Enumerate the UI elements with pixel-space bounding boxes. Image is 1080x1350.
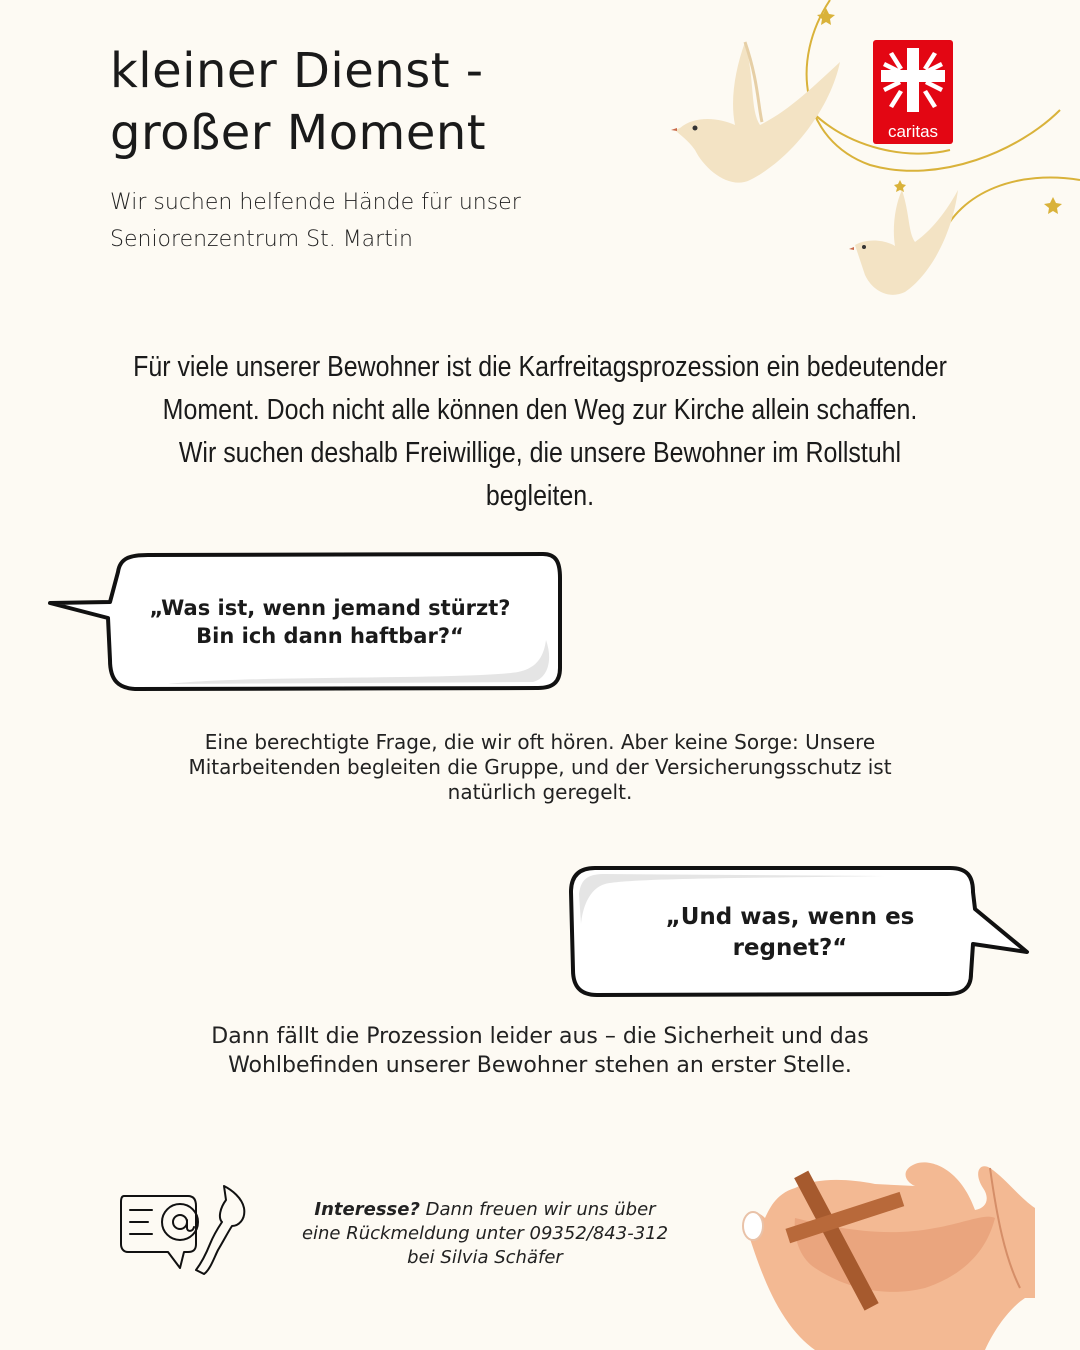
contact-line-1-rest: Dann freuen wir uns über — [419, 1199, 656, 1220]
title-line-1: kleiner Dienst - — [110, 43, 484, 99]
intro-line-3: Wir suchen deshalb Freiwillige, die unsere Bewohner im Rollstuhl begleiten. — [178, 437, 902, 512]
decor-doves — [640, 0, 1080, 310]
answer-2-line-1: Dann fällt die Prozession leider aus – die Sicherheit und das — [211, 1024, 869, 1049]
contact-line-1 — [255, 1198, 715, 1222]
subtitle-line-1: Wir suchen helfende Hände für unser — [110, 190, 521, 215]
subtitle-line-2: Seniorenzentrum St. Martin — [110, 227, 413, 252]
contact-info — [255, 1198, 715, 1270]
dove-icon — [849, 190, 958, 295]
answer-2-line-2: Wohlbefinden unserer Bewohner stehen an erster Stelle. — [228, 1053, 852, 1078]
answer-2 — [100, 1022, 980, 1080]
contact-lead: Interesse? — [314, 1199, 420, 1220]
answer-1-line-3: natürlich geregelt. — [447, 780, 633, 804]
intro-line-2: Moment. Doch nicht alle können den Weg zur Kirche allein schaffen. — [162, 394, 918, 426]
question-2 — [590, 902, 990, 964]
page-subtitle — [110, 184, 521, 258]
intro-text — [127, 346, 953, 518]
question-2-line-1: „Und was, wenn es — [665, 904, 915, 930]
question-2-line-2: regnet?“ — [732, 935, 848, 961]
contact-line-3: bei Silvia Schäfer — [407, 1247, 563, 1268]
caritas-logo — [873, 40, 953, 144]
hands-with-cross-icon — [735, 1158, 1035, 1350]
question-1-line-1: „Was ist, wenn jemand stürzt? — [149, 596, 511, 620]
logo-label: caritas — [887, 122, 939, 141]
title-line-2: großer Moment — [110, 105, 487, 161]
answer-1-line-2: Mitarbeitenden begleiten die Gruppe, und der Versicherungsschutz ist — [188, 755, 892, 779]
page-title — [110, 40, 486, 164]
answer-1 — [80, 730, 1000, 805]
question-1-line-2: Bin ich dann haftbar?“ — [196, 624, 464, 648]
caritas-cross-icon — [873, 40, 953, 120]
intro-line-1: Für viele unserer Bewohner ist die Karfreitagsprozession ein bedeutender — [133, 351, 947, 383]
contact-line-2: eine Rückmeldung unter 09352/843-312 — [301, 1223, 669, 1244]
dove-icon — [671, 42, 840, 183]
email-phone-icon — [118, 1182, 248, 1282]
question-1 — [120, 594, 540, 650]
answer-1-line-1: Eine berechtigte Frage, die wir oft hören. Aber keine Sorge: Unsere — [204, 730, 876, 754]
